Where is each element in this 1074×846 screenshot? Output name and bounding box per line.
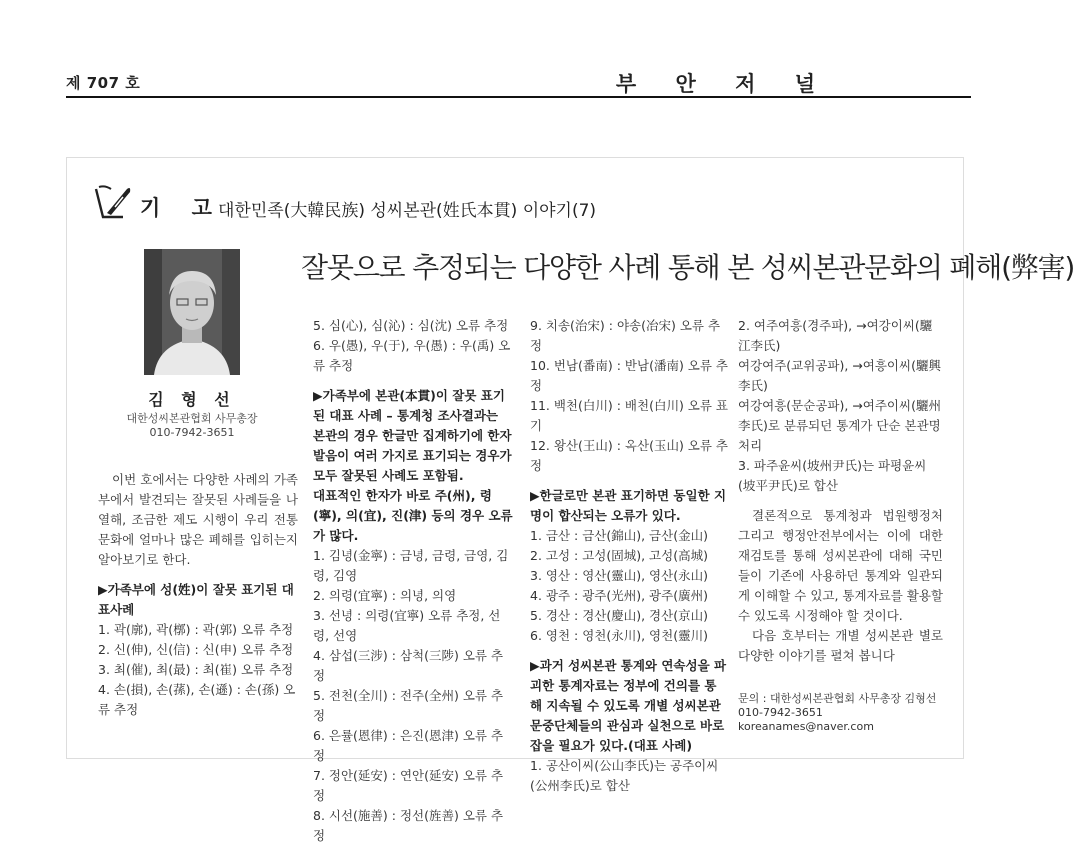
list-item: 여강여흥(문순공파), →여주이씨(驪州李氏)로 분류되던 통계가 단순 본관명 처리: [738, 398, 941, 453]
list-item: 1. 금산 : 금산(錦山), 금산(金山): [530, 528, 708, 543]
section-heading: ▶가족부에 성(姓)이 잘못 표기된 대표사례: [98, 582, 294, 617]
column-label: 기 고: [140, 196, 224, 220]
column-3: [530, 316, 728, 796]
author-phone: 010-7942-3651: [149, 426, 235, 439]
list-item: 5. 심(心), 심(沁) : 심(沈) 오류 추정: [313, 318, 509, 333]
list-item: 10. 번남(番南) : 반남(潘南) 오류 추정: [530, 358, 728, 393]
list-item: 12. 왕산(王山) : 옥산(玉山) 오류 추정: [530, 438, 728, 473]
list-item: 8. 시선(施善) : 정선(旌善) 오류 추정: [313, 808, 504, 843]
column-4: [738, 316, 943, 666]
issue-number: 제 707 호: [66, 74, 141, 92]
intro-paragraph: 이번 호에서는 다양한 사례의 가족부에서 발견되는 잘못된 사례들을 나열해, 조금한 제도 시행이 우리 전통문화에 얼마나 많은 폐해를 입히는지 알아보기로 한다.: [98, 472, 298, 567]
list-item: 1. 곽(廓), 곽(槨) : 곽(郭) 오류 추정: [98, 622, 294, 637]
list-item: 6. 우(愚), 우(于), 우(愚) : 우(禹) 오류 추정: [313, 338, 511, 373]
list-item: 4. 광주 : 광주(光州), 광주(廣州): [530, 588, 708, 603]
list-item: 2. 고성 : 고성(固城), 고성(高城): [530, 548, 708, 563]
list-item: 1. 김녕(金寧) : 금녕, 금령, 금영, 김령, 김영: [313, 548, 509, 583]
list-item: 9. 치송(治宋) : 야송(冶宋) 오류 추정: [530, 318, 721, 353]
list-item: 3. 파주윤씨(坡州尹氏)는 파평윤씨(坡平尹氏)로 합산: [738, 458, 927, 493]
newspaper-name: 부 안 저 널: [615, 72, 831, 96]
list-item: 4. 삼섭(三涉) : 삼척(三陟) 오류 추정: [313, 648, 504, 683]
closing-paragraph: 다음 호부터는 개별 성씨본관 별로 다양한 이야기를 펼쳐 봅니다: [738, 628, 943, 663]
column-2: [313, 316, 513, 846]
section-heading: ▶한글로만 본관 표기하면 동일한 지명이 합산되는 오류가 있다.: [530, 488, 727, 523]
list-item: 3. 영산 : 영산(靈山), 영산(永山): [530, 568, 708, 583]
list-item: 2. 의령(宜寧) : 의녕, 의영: [313, 588, 457, 603]
list-item: 7. 정안(延安) : 연안(延安) 오류 추정: [313, 768, 504, 803]
conclusion-paragraph: 결론적으로 통계청과 법원행정처 그리고 행정안전부에서는 이에 대한 재검토를 통해 성씨본관에 대해 국민들이 기존에 사용하던 통계와 일관되게 이해할 수 있고, 통계자료를 활용할 수 있도록 시정해야 할 것이다.: [738, 508, 943, 623]
headline: 잘못으로 추정되는 다양한 사례 통해 본 성씨본관문화의 폐해(弊害): [301, 251, 1074, 284]
section-note: 대표적인 한자가 바로 주(州), 령(寧), 의(宜), 진(津) 등의 경우 오류가 많다.: [313, 488, 513, 543]
author-name: 김 형 선: [148, 390, 236, 409]
series-title: 대한민족(大韓民族) 성씨본관(姓氏本貫) 이야기(7): [218, 201, 597, 221]
pen-icon: [93, 183, 133, 221]
list-item: 3. 선녕 : 의령(宜寧) 오류 추정, 선령, 선영: [313, 608, 501, 643]
list-item: 6. 은률(恩律) : 은진(恩津) 오류 추정: [313, 728, 504, 763]
list-item: 5. 경산 : 경산(慶山), 경산(京山): [530, 608, 708, 623]
author-portrait-image: [144, 249, 240, 375]
author-title: 대한성씨본관협회 사무총장: [126, 412, 258, 425]
list-item: 여강여주(교위공파), →여흥이씨(驪興李氏): [738, 358, 941, 393]
newspaper-header: [66, 66, 971, 98]
contact-info: [738, 692, 948, 734]
section-heading: ▶가족부에 본관(本貫)이 잘못 표기된 대표 사례 – 통계청 조사결과는 본관의 경우 한글만 집계하기에 한자발음이 여러 가지로 표기되는 경우가 모두 잘못된 사례도 포함됨.: [313, 388, 512, 483]
author-info: [100, 412, 284, 440]
list-item: 6. 영천 : 영천(永川), 영천(靈川): [530, 628, 708, 643]
list-item: 11. 백천(白川) : 배천(白川) 오류 표기: [530, 398, 728, 433]
contact-line: 010-7942-3651 koreanames@naver.com: [738, 706, 874, 733]
list-item: 2. 여주여흥(경주파), →여강이씨(驪江李氏): [738, 318, 933, 353]
column-1: [98, 470, 298, 720]
list-item: 2. 신(伸), 신(信) : 신(申) 오류 추정: [98, 642, 294, 657]
list-item: 4. 손(損), 손(蓀), 손(遜) : 손(孫) 오류 추정: [98, 682, 296, 717]
list-item: 5. 전천(全川) : 전주(全州) 오류 추정: [313, 688, 504, 723]
section-heading: ▶과거 성씨본관 통계와 연속성을 파괴한 통계자료는 정부에 건의를 통해 지속될 수 있도록 개별 성씨본관 문중단체들의 관심과 실천으로 바로 잡을 필요가 있다.(대표 사례): [530, 658, 727, 753]
contact-line: 문의 : 대한성씨본관협회 사무총장 김형선: [738, 692, 937, 705]
list-item: 3. 최(催), 최(最) : 최(崔) 오류 추정: [98, 662, 294, 677]
author-photo: [144, 249, 240, 375]
list-item: 1. 공산이씨(公山李氏)는 공주이씨(公州李氏)로 합산: [530, 758, 719, 793]
